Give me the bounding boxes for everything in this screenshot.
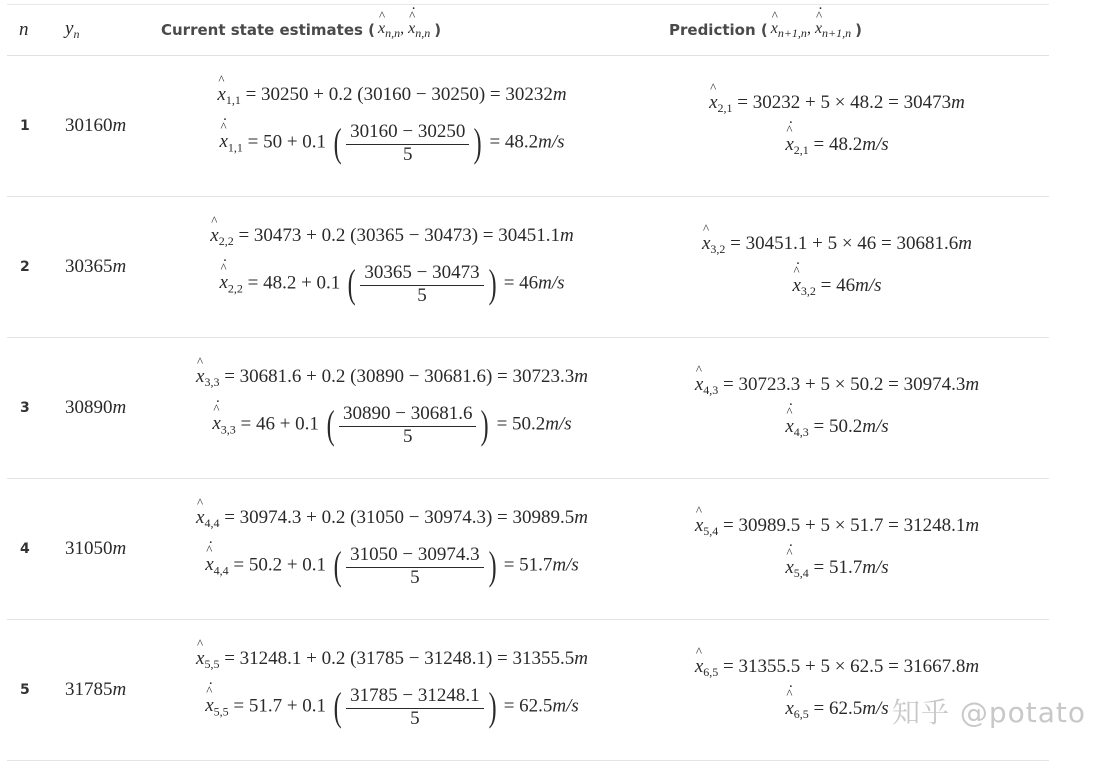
velocity-prediction-unit: m/s (862, 557, 889, 578)
velocity-prediction-unit: m/s (855, 275, 882, 296)
row-index: 1 (20, 118, 30, 134)
row-index: 2 (20, 259, 30, 275)
current-estimates (157, 620, 627, 760)
velocity-estimate-post: = 50.2 (496, 413, 546, 435)
x-hat-symbol: ^ x (702, 233, 710, 255)
position-prediction-sub: 2,1 (717, 101, 733, 115)
velocity-prediction-sub: 6,5 (793, 707, 809, 721)
position-prediction-sub: 3,2 (710, 242, 726, 256)
fraction-denominator: 5 (410, 567, 420, 588)
header-comma-2: , (806, 19, 815, 37)
position-estimate-sub: 3,3 (204, 375, 220, 389)
position-estimate-expr: = 30250 + 0.2 (30160 − 30250) = 30232 (245, 84, 553, 105)
position-estimate-sub: 1,1 (225, 93, 241, 107)
velocity-estimate-pre: = 50.2 + 0.1 (233, 554, 327, 576)
header-n-text: n (19, 19, 29, 40)
x-dot-hat-symbol: ^ x · (785, 416, 793, 438)
measurement-value: 30160 (65, 115, 113, 136)
measurement (65, 620, 126, 760)
header-n (19, 5, 29, 55)
current-estimates (157, 338, 627, 478)
position-prediction-sub: 5,4 (703, 524, 719, 538)
position-estimate (157, 648, 627, 672)
velocity-estimate-sub: 3,3 (220, 422, 236, 437)
x-dot-hat-symbol: ^ x · (785, 698, 793, 720)
prediction (657, 620, 1017, 760)
left-paren-glyph: ( (347, 261, 356, 306)
velocity-fraction (339, 403, 476, 447)
position-prediction (657, 92, 1017, 116)
position-estimate-unit: m (574, 648, 588, 669)
velocity-prediction-expr: = 46 (820, 275, 856, 296)
velocity-prediction (657, 275, 1017, 299)
velocity-fraction (346, 685, 483, 729)
measurement-unit: m (112, 397, 127, 418)
left-paren-glyph: ( (333, 684, 342, 729)
measurement-value: 31050 (65, 538, 113, 559)
table-row (7, 479, 1049, 620)
measurement-unit: m (112, 679, 127, 700)
right-paren-glyph: ) (488, 543, 497, 588)
velocity-prediction (657, 134, 1017, 158)
x-dot-hat-symbol: ^ x · (408, 20, 415, 38)
position-estimate-sub: 4,4 (204, 516, 220, 530)
position-estimate-unit: m (574, 366, 588, 387)
velocity-estimate-unit: m/s (545, 413, 572, 435)
prediction (657, 197, 1017, 337)
velocity-prediction-expr: = 62.5 (813, 698, 863, 719)
prediction (657, 338, 1017, 478)
position-prediction-expr: = 31355.5 + 5 × 62.5 = 31667.8 (723, 656, 966, 677)
table-body (7, 56, 1049, 761)
position-prediction (657, 656, 1017, 680)
header-prediction-label: Prediction ( (669, 21, 768, 39)
velocity-estimate-sub: 5,5 (213, 704, 229, 719)
table-row (7, 56, 1049, 197)
right-paren-glyph: ) (488, 261, 497, 306)
measurement-value: 31785 (65, 679, 113, 700)
position-prediction-expr: = 30989.5 + 5 × 51.7 = 31248.1 (723, 515, 966, 536)
measurement-value: 30890 (65, 397, 113, 418)
current-estimates (157, 56, 627, 196)
position-estimate-expr: = 30974.3 + 0.2 (31050 − 30974.3) = 30989.5 (224, 507, 575, 528)
left-paren-glyph: ( (333, 120, 342, 165)
header-pred-sub2: n+1,n (822, 25, 852, 40)
velocity-estimate-unit: m/s (538, 131, 565, 153)
header-current-close: ) (434, 21, 442, 39)
x-dot-hat-symbol: ^ x · (815, 20, 822, 38)
position-prediction-unit: m (965, 656, 980, 677)
position-prediction-sub: 4,3 (703, 383, 719, 397)
x-hat-symbol: ^ x (695, 374, 703, 396)
position-prediction-sub: 6,5 (703, 665, 719, 679)
table-row (7, 338, 1049, 479)
velocity-estimate-sub: 4,4 (213, 563, 229, 578)
x-hat-symbol: ^ x (210, 225, 218, 247)
table-row (7, 197, 1049, 338)
x-hat-symbol: ^ x (771, 20, 778, 38)
velocity-prediction-sub: 4,3 (793, 425, 809, 439)
position-estimate-sub: 2,2 (218, 234, 234, 248)
x-dot-hat-symbol: ^ x · (219, 131, 227, 153)
x-dot-hat-symbol: ^ x · (785, 557, 793, 579)
velocity-estimate-pre: = 46 + 0.1 (240, 413, 319, 435)
position-estimate-expr: = 30473 + 0.2 (30365 − 30473) = 30451.1 (238, 225, 560, 246)
measurement (65, 56, 126, 196)
velocity-prediction-sub: 2,1 (793, 143, 809, 157)
kalman-table (7, 4, 1049, 761)
x-dot-hat-symbol: ^ x · (205, 554, 213, 576)
velocity-estimate-unit: m/s (552, 554, 579, 576)
left-paren-glyph: ( (333, 543, 342, 588)
prediction (657, 56, 1017, 196)
x-hat-symbol: ^ x (196, 507, 204, 529)
velocity-estimate (157, 403, 627, 447)
position-prediction-expr: = 30723.3 + 5 × 50.2 = 30974.3 (723, 374, 966, 395)
position-estimate (157, 507, 627, 531)
x-dot-hat-symbol: ^ x · (212, 413, 220, 435)
velocity-prediction-expr: = 50.2 (813, 416, 863, 437)
position-estimate-unit: m (552, 84, 567, 105)
fraction-numerator: 30890 − 30681.6 (339, 403, 476, 427)
velocity-estimate (157, 121, 627, 165)
x-hat-symbol: ^ x (196, 648, 204, 670)
measurement-unit: m (112, 538, 127, 559)
position-prediction-expr: = 30451.1 + 5 × 46 = 30681.6 (730, 233, 959, 254)
left-paren-glyph: ( (326, 402, 335, 447)
position-estimate-expr: = 30681.6 + 0.2 (30890 − 30681.6) = 30723.3 (224, 366, 575, 387)
x-hat-symbol: ^ x (695, 515, 703, 537)
velocity-prediction (657, 416, 1017, 440)
header-y (65, 5, 79, 55)
velocity-estimate-unit: m/s (552, 695, 579, 717)
velocity-estimate (157, 544, 627, 588)
fraction-numerator: 31050 − 30974.3 (346, 544, 483, 568)
header-current (161, 5, 441, 55)
velocity-estimate-unit: m/s (538, 272, 565, 294)
right-paren-glyph: ) (488, 684, 497, 729)
velocity-estimate (157, 685, 627, 729)
x-hat-symbol: ^ x (196, 366, 204, 388)
measurement-unit: m (112, 256, 127, 277)
x-dot-hat-symbol: ^ x · (785, 134, 793, 156)
header-comma-1: , (400, 19, 409, 37)
position-prediction (657, 233, 1017, 257)
velocity-estimate (157, 262, 627, 306)
position-prediction-unit: m (951, 92, 965, 113)
velocity-prediction-expr: = 51.7 (813, 557, 863, 578)
current-estimates (157, 479, 627, 619)
position-prediction-expr: = 30232 + 5 × 48.2 = 30473 (737, 92, 952, 113)
row-index: 3 (20, 400, 30, 416)
x-dot-hat-symbol: ^ x · (219, 272, 227, 294)
right-paren-glyph: ) (474, 120, 483, 165)
measurement-value: 30365 (65, 256, 113, 277)
velocity-prediction-sub: 3,2 (800, 284, 816, 298)
header-current-label: Current state estimates ( (161, 21, 376, 39)
velocity-prediction-unit: m/s (862, 134, 889, 155)
row-index: 4 (20, 541, 30, 557)
velocity-estimate-sub: 2,2 (227, 281, 243, 296)
x-dot-hat-symbol: ^ x · (792, 275, 800, 297)
fraction-numerator: 30365 − 30473 (360, 262, 483, 286)
velocity-estimate-pre: = 51.7 + 0.1 (233, 695, 327, 717)
velocity-estimate-post: = 48.2 (489, 131, 539, 153)
row-index: 5 (20, 682, 30, 698)
velocity-prediction-sub: 5,4 (793, 566, 809, 580)
fraction-numerator: 30160 − 30250 (346, 121, 469, 145)
velocity-estimate-sub: 1,1 (227, 140, 243, 155)
x-hat-symbol: ^ x (217, 84, 225, 106)
position-prediction (657, 374, 1017, 398)
velocity-fraction (360, 262, 483, 306)
position-estimate-sub: 5,5 (204, 657, 220, 671)
position-estimate (157, 84, 627, 108)
prediction (657, 479, 1017, 619)
position-prediction-unit: m (965, 374, 980, 395)
measurement-unit: m (112, 115, 127, 136)
x-hat-symbol: ^ x (378, 20, 385, 38)
velocity-estimate-post: = 51.7 (503, 554, 553, 576)
velocity-estimate-post: = 46 (503, 272, 539, 294)
position-estimate-expr: = 31248.1 + 0.2 (31785 − 31248.1) = 31355.5 (224, 648, 575, 669)
fraction-denominator: 5 (417, 285, 427, 306)
velocity-fraction (346, 121, 469, 165)
velocity-prediction (657, 557, 1017, 581)
header-prediction (669, 5, 862, 55)
current-estimates (157, 197, 627, 337)
fraction-denominator: 5 (403, 426, 413, 447)
header-prediction-close: ) (855, 21, 863, 39)
velocity-prediction-expr: = 48.2 (813, 134, 863, 155)
x-hat-symbol: ^ x (709, 92, 717, 114)
velocity-prediction-unit: m/s (862, 698, 889, 719)
velocity-estimate-post: = 62.5 (503, 695, 553, 717)
velocity-estimate-pre: = 50 + 0.1 (247, 131, 327, 153)
measurement (65, 479, 126, 619)
position-prediction (657, 515, 1017, 539)
position-prediction-unit: m (958, 233, 973, 254)
x-dot-hat-symbol: ^ x · (205, 695, 213, 717)
header-pred-sub1: n+1,n (777, 25, 807, 40)
position-estimate (157, 225, 627, 249)
measurement (65, 197, 126, 337)
header-current-sub2: n,n (415, 25, 431, 40)
right-paren-glyph: ) (481, 402, 490, 447)
header-y-sub: n (73, 27, 80, 41)
position-prediction-unit: m (965, 515, 980, 536)
position-estimate-unit: m (559, 225, 574, 246)
header-y-text: y (65, 18, 74, 39)
fraction-numerator: 31785 − 31248.1 (346, 685, 483, 709)
header-current-sub1: n,n (385, 25, 401, 40)
measurement (65, 338, 126, 478)
fraction-denominator: 5 (403, 144, 413, 165)
velocity-fraction (346, 544, 483, 588)
x-hat-symbol: ^ x (695, 656, 703, 678)
position-estimate-unit: m (574, 507, 588, 528)
watermark: 知乎 @potato (891, 696, 1086, 729)
velocity-estimate-pre: = 48.2 + 0.1 (247, 272, 341, 294)
table-header (7, 5, 1049, 56)
velocity-prediction-unit: m/s (862, 416, 889, 437)
position-estimate (157, 366, 627, 390)
fraction-denominator: 5 (410, 708, 420, 729)
